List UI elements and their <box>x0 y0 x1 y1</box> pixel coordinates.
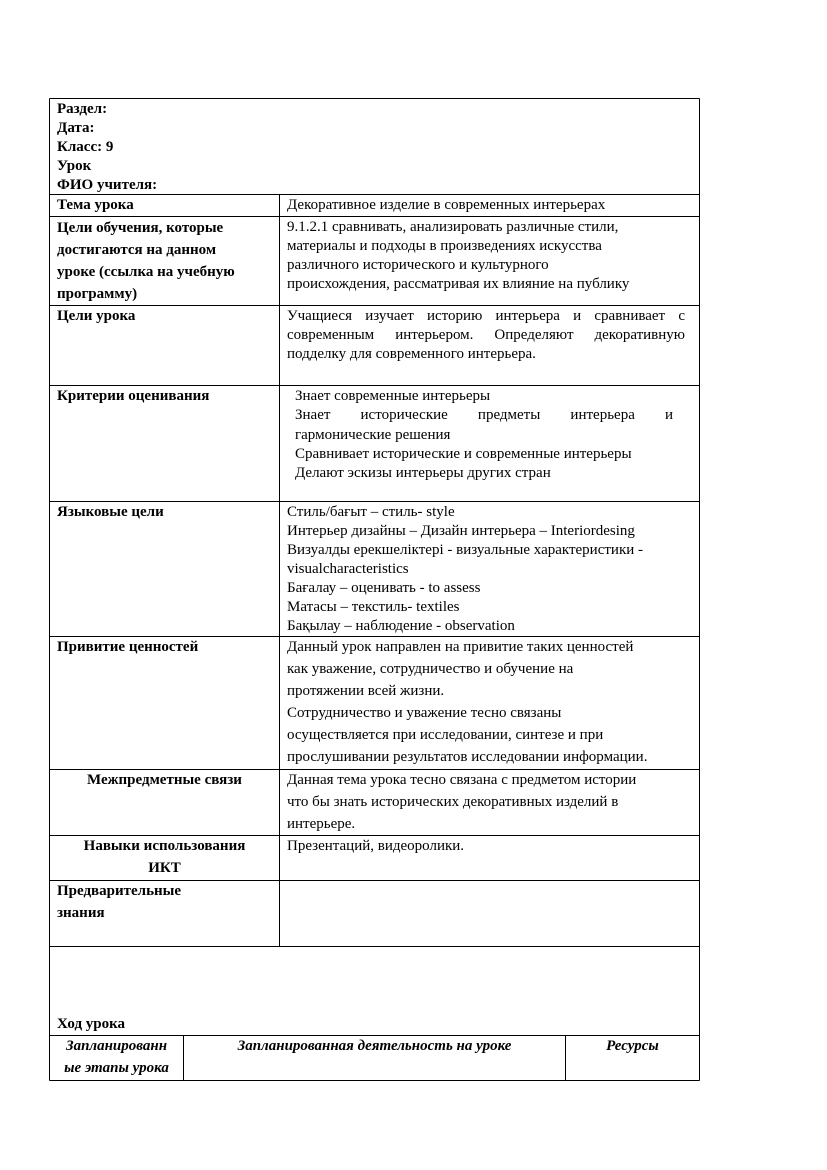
interdisciplinary-line: Данная тема урока тесно связана с предметом истории <box>287 772 637 788</box>
values-line: протяжении всей жизни. <box>287 683 445 699</box>
criteria-item: Делают эскизы интерьеры других стран <box>295 465 551 481</box>
topic-label: Тема урока <box>57 197 134 213</box>
header-teacher-label: ФИО учителя: <box>57 177 158 193</box>
values-label: Привитие ценностей <box>57 639 199 655</box>
interdisciplinary-line: интерьере. <box>287 816 356 832</box>
ict-label-line: ИКТ <box>148 860 181 876</box>
learning-goals-value-line: происхождения, рассматривая их влияние на публику <box>287 276 630 292</box>
criteria-item: гармонические решения <box>295 427 451 443</box>
language-goals-line: Визуалды ерекшеліктері - визуальные характеристики - <box>287 542 644 558</box>
language-goals-line: Матасы – текстиль- textiles <box>287 599 460 615</box>
lesson-flow-title: Ход урока <box>57 1016 126 1032</box>
prior-knowledge-label-line: знания <box>57 905 105 921</box>
criteria-item: Сравнивает исторические и современные интерьеры <box>295 446 632 462</box>
criteria-label: Критерии оценивания <box>57 388 210 404</box>
col-activity-header: Запланированная деятельность на уроке <box>237 1038 512 1054</box>
learning-goals-value-line: различного исторического и культурного <box>287 257 549 273</box>
learning-goals-label-line: уроке (ссылка на учебную <box>57 264 235 280</box>
interdisciplinary-label: Межпредметные связи <box>87 772 242 788</box>
language-goals-line: Стиль/бағыт – стиль- style <box>287 504 455 520</box>
learning-goals-label-line: достигаются на данном <box>57 242 217 258</box>
values-line: осуществляется при исследовании, синтезе и при <box>287 727 604 743</box>
learning-goals-label-line: программу) <box>57 286 138 302</box>
interdisciplinary-line: что бы знать исторических декоративных изделий в <box>287 794 619 810</box>
header-lesson-label: Урок <box>57 158 92 174</box>
language-goals-line: visualcharacteristics <box>287 561 409 577</box>
lesson-goals-value-line: Учащиеся изучает историю интерьера и сравнивает с <box>287 308 685 324</box>
topic-value: Декоративное изделие в современных интерьерах <box>287 197 606 213</box>
values-line: Данный урок направлен на привитие таких ценностей <box>287 639 634 655</box>
col-stages-header-line: ые этапы урока <box>64 1060 169 1076</box>
criteria-item: Знает исторические предметы интерьера и <box>295 407 673 423</box>
prior-knowledge-label-line: Предварительные <box>57 883 182 899</box>
criteria-item: Знает современные интерьеры <box>295 388 491 404</box>
lesson-goals-value-line: современным интерьером. Определяют декоративную <box>287 327 685 343</box>
values-line: Сотрудничество и уважение тесно связаны <box>287 705 562 721</box>
learning-goals-label-line: Цели обучения, которые <box>57 220 224 236</box>
ict-value: Презентаций, видеоролики. <box>287 838 465 854</box>
header-section-label: Раздел: <box>57 101 108 117</box>
values-line: прослушивании результатов исследовании информации. <box>287 749 648 765</box>
col-stages-header-line: Запланированн <box>65 1038 168 1054</box>
lesson-goals-label: Цели урока <box>57 308 136 324</box>
col-resources-header: Ресурсы <box>606 1038 659 1054</box>
learning-goals-value-line: 9.1.2.1 сравнивать, анализировать различные стили, <box>287 219 619 235</box>
lesson-goals-value-line: подделку для современного интерьера. <box>287 346 536 362</box>
values-line: как уважение, сотрудничество и обучение на <box>287 661 574 677</box>
language-goals-line: Интерьер дизайны – Дизайн интерьера – Interiordesing <box>287 523 635 539</box>
header-class-label: Класс: 9 <box>57 139 114 155</box>
language-goals-label: Языковые цели <box>57 504 164 520</box>
ict-label-line: Навыки использования <box>83 838 246 854</box>
learning-goals-value-line: материалы и подходы в произведениях искусства <box>287 238 602 254</box>
header-date-label: Дата: <box>57 120 95 136</box>
language-goals-line: Бақылау – наблюдение - observation <box>287 618 515 634</box>
language-goals-line: Бағалау – оценивать - to assess <box>287 580 481 596</box>
